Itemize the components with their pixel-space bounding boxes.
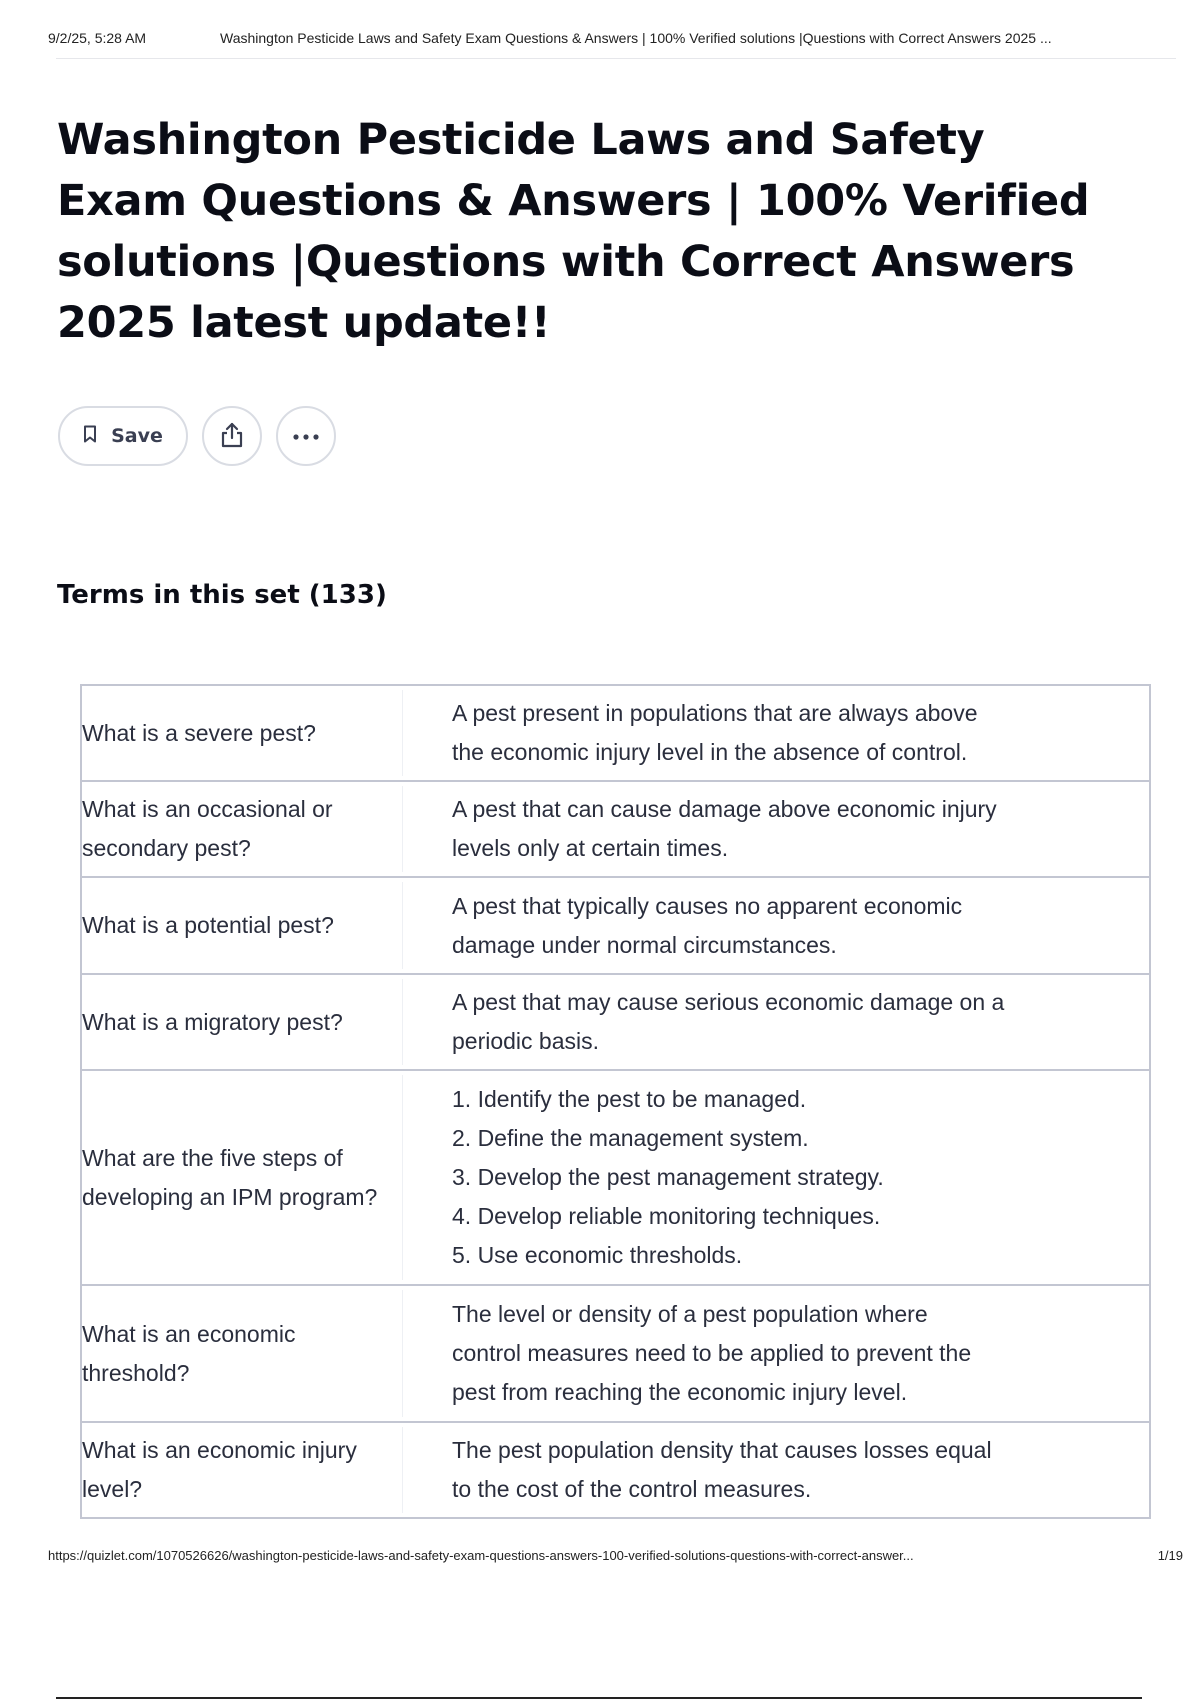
term-answer-line: The level or density of a pest population where (452, 1301, 928, 1327)
term-answer-line: 2. Define the management system. (452, 1125, 809, 1151)
term-answer (402, 1074, 1149, 1281)
more-options-icon (292, 429, 320, 444)
term-answer-line: pest from reaching the economic injury level. (452, 1379, 908, 1405)
print-datetime: 9/2/25, 5:28 AM (48, 30, 147, 46)
term-answer-line: A pest that typically causes no apparent economic (452, 892, 963, 919)
term-question: What is a potential pest? (82, 912, 334, 938)
term-question: What is an economic injury level? (82, 1437, 357, 1502)
term-answer-line: levels only at certain times. (452, 835, 729, 861)
term-answer-line: the economic injury level in the absence of control. (452, 739, 968, 765)
share-button[interactable] (202, 406, 262, 466)
term-row (80, 684, 1151, 782)
print-header (48, 30, 1178, 54)
term-question: What are the five steps of developing an IPM program? (82, 1144, 378, 1210)
term-row (80, 1423, 1151, 1519)
print-document-title: Washington Pesticide Laws and Safety Exam Questions & Answers | 100% Verified solutions |Questions with Correct Answers 2025 ... (220, 30, 1052, 46)
term-row (80, 878, 1151, 975)
bookmark-icon (83, 425, 97, 448)
print-footer (48, 1548, 1183, 1570)
term-answer (402, 1289, 1149, 1418)
term-answer-line: to the cost of the control measures. (452, 1476, 812, 1502)
more-options-button[interactable] (276, 406, 336, 466)
term-answer (402, 881, 1149, 971)
term-answer (402, 784, 1149, 874)
term-answer-line: periodic basis. (452, 1028, 600, 1054)
term-answer-line: A pest that can cause damage above economic injury (452, 796, 997, 822)
bottom-divider (56, 1697, 1142, 1699)
term-answer-line: control measures need to be applied to prevent the (452, 1340, 972, 1366)
term-answer-line: A pest present in populations that are always above (452, 700, 978, 726)
term-row (80, 1071, 1151, 1286)
term-answer-line: 5. Use economic thresholds. (452, 1242, 743, 1268)
term-answer (402, 688, 1149, 778)
term-answer-line: A pest that may cause serious economic damage on a (452, 989, 1005, 1015)
term-question: What is a migratory pest? (82, 1008, 343, 1035)
print-footer-url: https://quizlet.com/1070526626/washington-pesticide-laws-and-safety-exam-questions-answers-100-verified-solutions-questions-with-correct-answer... (48, 1548, 914, 1563)
save-button[interactable] (58, 406, 188, 466)
page-indicator: 1/19 (1157, 1548, 1183, 1563)
term-answer-line: The pest population density that causes losses equal (452, 1437, 992, 1463)
term-answer-line: 1. Identify the pest to be managed. (452, 1086, 807, 1112)
term-row (80, 1286, 1151, 1423)
page-title: Washington Pesticide Laws and Safety Exam Questions & Answers | 100% Verified solutions |Questions with Correct Answers 2025 latest update!! (57, 115, 1090, 348)
term-answer-line: 3. Develop the pest management strategy. (452, 1164, 884, 1190)
action-bar (58, 406, 336, 466)
term-answer (402, 1425, 1149, 1515)
term-question: What is an occasional or secondary pest? (82, 796, 333, 861)
term-row (80, 782, 1151, 878)
term-question: What is an economic threshold? (82, 1320, 296, 1386)
terms-heading: Terms in this set (133) (57, 580, 387, 610)
term-question: What is a severe pest? (82, 719, 316, 746)
term-answer-line: 4. Develop reliable monitoring techniques. (452, 1203, 881, 1229)
save-button-label: Save (111, 425, 163, 447)
term-row (80, 975, 1151, 1071)
terms-list (80, 684, 1151, 1519)
share-icon (219, 421, 245, 452)
header-divider (56, 58, 1176, 59)
term-answer (402, 977, 1149, 1067)
term-answer-line: damage under normal circumstances. (452, 931, 837, 958)
